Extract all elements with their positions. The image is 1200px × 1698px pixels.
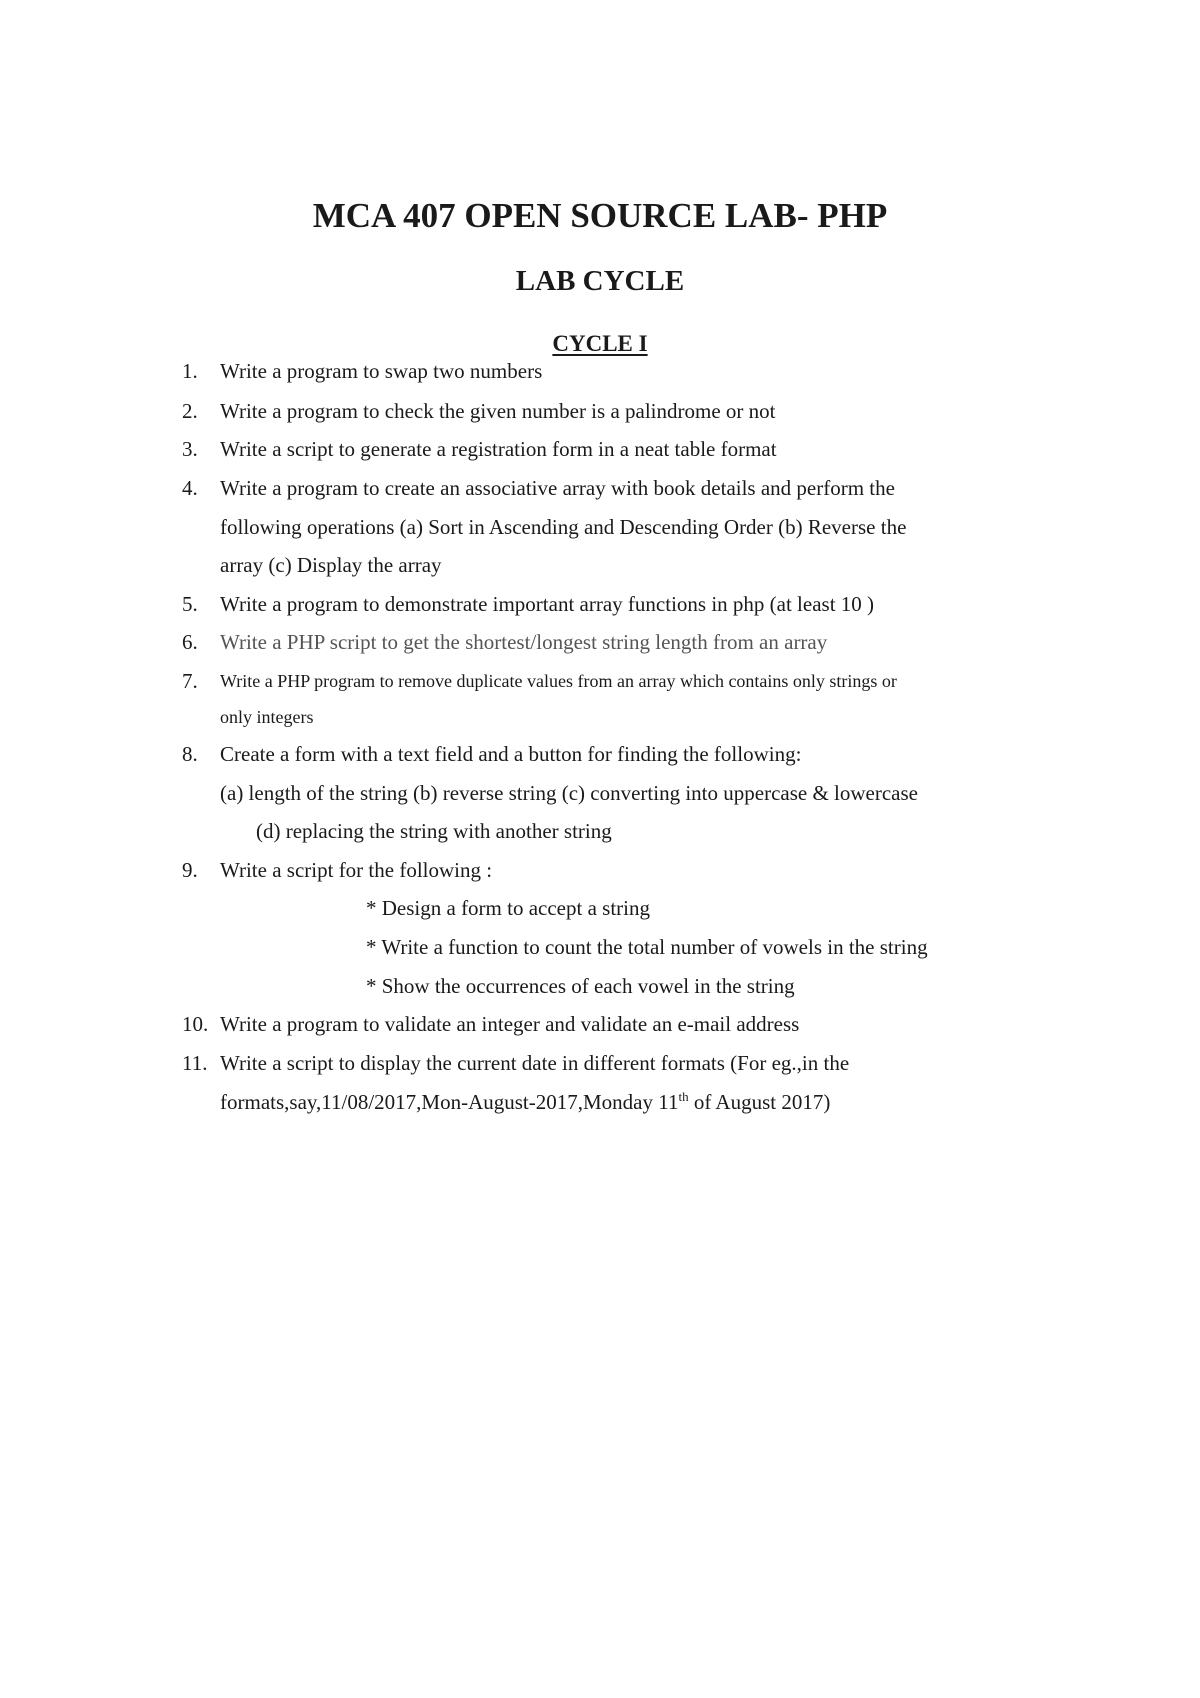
date-formats-suffix: of August 2017) (688, 1090, 831, 1114)
list-item-number: 10. (182, 1012, 209, 1036)
list-item-number: 11. (182, 1051, 208, 1075)
list-item-text: Write a program to check the given number is a palindrome or not (220, 399, 776, 423)
list-item-text: following operations (a) Sort in Ascending and Descending Order (b) Reverse the (220, 515, 907, 539)
list-item-text: Write a program to swap two numbers (220, 359, 543, 383)
list-item-text: array (c) Display the array (220, 553, 442, 577)
sub-bullet: * Show the occurrences of each vowel in the string (366, 974, 795, 998)
list-item-number: 4. (182, 476, 198, 500)
list-item-text (220, 1089, 830, 1115)
sub-bullet: * Write a function to count the total number of vowels in the string (366, 935, 928, 959)
list-item-number: 1. (182, 359, 198, 383)
date-formats-text: formats,say,11/08/2017,Mon-August-2017,Monday 11 (220, 1090, 679, 1114)
cycle-heading-text: CYCLE I (552, 331, 648, 356)
sub-bullet: * Design a form to accept a string (366, 896, 650, 920)
list-item-number: 5. (182, 592, 198, 616)
list-item-number: 9. (182, 858, 198, 882)
list-item-number: 6. (182, 630, 198, 654)
list-item-text: Write a script for the following : (220, 858, 493, 882)
list-item-number: 3. (182, 437, 198, 461)
list-item-text: Write a script to display the current date in different formats (For eg.,in the (220, 1051, 850, 1075)
list-item-text: Write a script to generate a registration form in a neat table format (220, 437, 777, 461)
list-item-text: Write a program to demonstrate important array functions in php (at least 10 ) (220, 592, 875, 616)
list-item-text: Write a program to validate an integer and validate an e-mail address (220, 1012, 800, 1036)
list-item-text: (a) length of the string (b) reverse string (c) converting into uppercase & lowercase (220, 781, 918, 805)
list-item-number: 2. (182, 399, 198, 423)
document-title: MCA 407 OPEN SOURCE LAB- PHP (312, 196, 888, 235)
ordinal-suffix: th (678, 1089, 689, 1104)
document-subtitle: LAB CYCLE (515, 265, 685, 297)
list-item-text: only integers (220, 707, 314, 727)
list-item-number: 7. (182, 669, 198, 693)
list-item-text: Write a PHP script to get the shortest/longest string length from an array (220, 630, 828, 654)
cycle-heading (0, 330, 1200, 358)
list-item-text: Create a form with a text field and a button for finding the following: (220, 742, 802, 766)
list-item-text: (d) replacing the string with another string (256, 819, 612, 843)
list-item-text: Write a program to create an associative array with book details and perform the (220, 476, 895, 500)
list-item-number: 8. (182, 742, 198, 766)
list-item-text: Write a PHP program to remove duplicate values from an array which contains only strings or (220, 671, 897, 691)
